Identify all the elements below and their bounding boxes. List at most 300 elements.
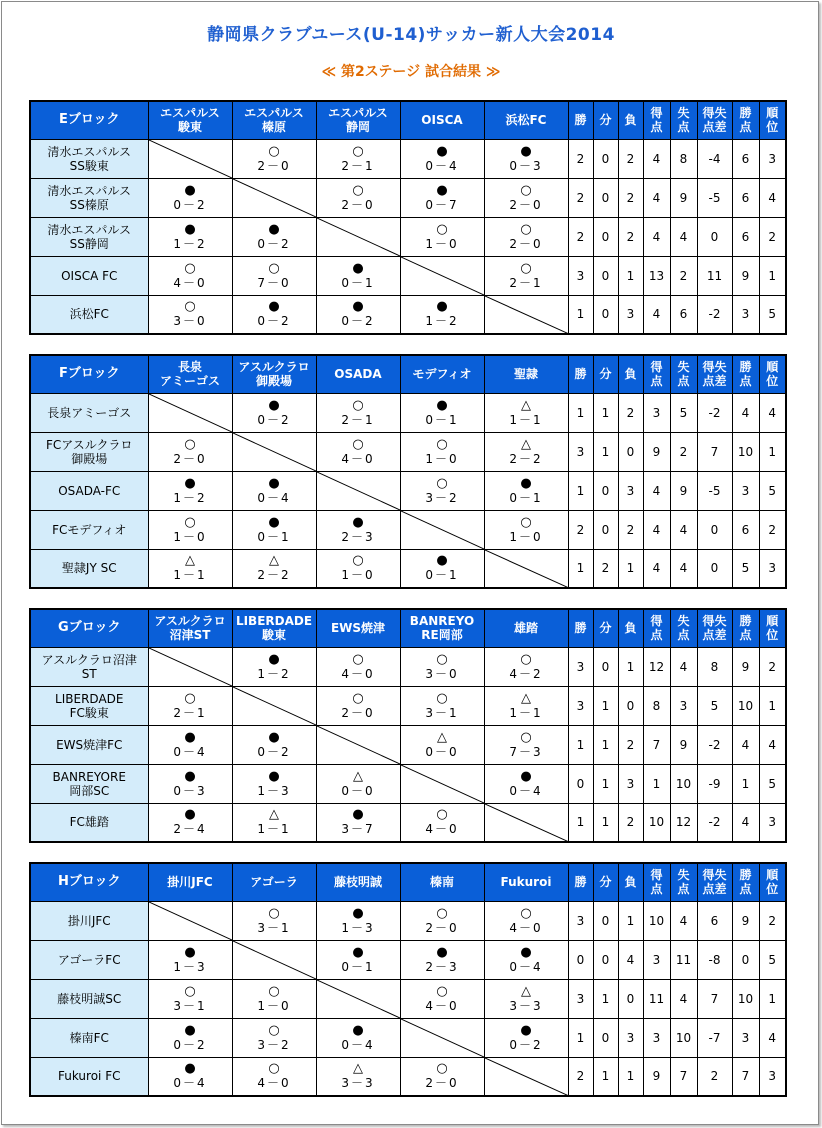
loss-icon: ●	[520, 475, 532, 491]
stat-value: 3	[732, 295, 759, 334]
diagonal-line	[401, 511, 484, 549]
match-result-cell	[148, 471, 232, 510]
stat-header: 順 位	[759, 101, 786, 139]
match-result-cell	[148, 686, 232, 725]
stat-value: 0	[593, 256, 618, 295]
diagonal-line	[233, 941, 316, 979]
loss-icon: ●	[268, 729, 280, 745]
match-result-cell	[400, 549, 484, 588]
table-row	[30, 725, 786, 764]
diagonal-line	[317, 980, 400, 1018]
match-score: 4－0	[257, 1076, 291, 1091]
win-icon: ○	[352, 397, 364, 413]
diagonal-line	[149, 902, 232, 940]
stat-value: 1	[568, 295, 593, 334]
opponent-header: エスパルス 榛原	[232, 101, 316, 139]
stat-value: 0	[568, 940, 593, 979]
stat-value: 1	[618, 549, 643, 588]
stat-value: 10	[670, 764, 697, 803]
stat-header: 順 位	[759, 863, 786, 901]
stat-value: 3	[759, 139, 786, 178]
stat-value: 9	[670, 725, 697, 764]
team-name: FC雄踏	[30, 803, 148, 842]
team-name: FCモデフィオ	[30, 510, 148, 549]
team-name: 清水エスパルス SS駿東	[30, 139, 148, 178]
stat-value: 3	[670, 686, 697, 725]
opponent-header: OSADA	[316, 355, 400, 393]
match-score: 2－3	[425, 959, 459, 974]
stat-value: 3	[568, 686, 593, 725]
match-score: 0－2	[341, 314, 375, 329]
match-score: 0－4	[509, 959, 543, 974]
loss-icon: ●	[184, 182, 196, 198]
stat-value: 0	[697, 510, 732, 549]
stat-value: 2	[670, 256, 697, 295]
stat-value: 9	[732, 256, 759, 295]
win-icon: ○	[184, 260, 196, 276]
win-icon: ○	[184, 299, 196, 315]
stat-header: 得失 点差	[697, 355, 732, 393]
win-icon: ○	[436, 1061, 448, 1077]
stat-value: 6	[732, 178, 759, 217]
match-result-cell	[316, 1018, 400, 1057]
match-score: 2－0	[257, 158, 291, 173]
match-score: 4－0	[341, 666, 375, 681]
opponent-header: 藤枝明誠	[316, 863, 400, 901]
match-score: 3－2	[257, 1037, 291, 1052]
loss-icon: ●	[268, 651, 280, 667]
table-row	[30, 256, 786, 295]
stat-value: 10	[670, 1018, 697, 1057]
diagonal-line	[485, 550, 568, 588]
table-row	[30, 471, 786, 510]
draw-icon: △	[185, 553, 195, 569]
match-result-cell	[232, 901, 316, 940]
stat-value: 4	[670, 901, 697, 940]
diagonal-line	[233, 179, 316, 217]
match-result-cell	[400, 647, 484, 686]
win-icon: ○	[268, 1061, 280, 1077]
stat-value: 2	[759, 510, 786, 549]
match-score: 1－0	[509, 529, 543, 544]
match-score: 0－4	[509, 783, 543, 798]
stat-value: 0	[618, 979, 643, 1018]
stat-value: 4	[643, 510, 670, 549]
stat-value: 9	[643, 1057, 670, 1096]
diagonal-line	[317, 472, 400, 510]
page-subtitle: ≪ 第2ステージ 試合結果 ≫	[321, 64, 501, 80]
stat-value: 4	[643, 139, 670, 178]
match-result-cell	[232, 764, 316, 803]
match-score: 2－1	[173, 705, 207, 720]
table-row	[30, 295, 786, 334]
stat-value: 1	[568, 725, 593, 764]
win-icon: ○	[436, 690, 448, 706]
match-result-cell	[484, 178, 568, 217]
match-result-cell	[232, 979, 316, 1018]
match-score: 1－3	[173, 959, 207, 974]
win-icon: ○	[184, 983, 196, 999]
match-result-cell	[484, 393, 568, 432]
match-result-cell	[484, 979, 568, 1018]
stat-value: 0	[697, 217, 732, 256]
stat-value: 4	[643, 178, 670, 217]
stat-value: 2	[697, 1057, 732, 1096]
match-score: 1－0	[173, 529, 207, 544]
self-match-cell	[148, 901, 232, 940]
diagonal-line	[485, 296, 568, 334]
match-result-cell	[232, 647, 316, 686]
match-result-cell	[316, 686, 400, 725]
diagonal-line	[149, 140, 232, 178]
win-icon: ○	[520, 905, 532, 921]
match-score: 1－2	[257, 666, 291, 681]
self-match-cell	[316, 979, 400, 1018]
match-score: 1－1	[509, 412, 543, 427]
stat-value: 11	[697, 256, 732, 295]
match-result-cell	[232, 295, 316, 334]
stat-value: 3	[759, 803, 786, 842]
stat-value: 0	[618, 432, 643, 471]
match-score: 0－2	[257, 314, 291, 329]
stat-value: -2	[697, 295, 732, 334]
self-match-cell	[148, 139, 232, 178]
match-result-cell	[400, 686, 484, 725]
stat-value: 5	[670, 393, 697, 432]
stat-value: 11	[670, 940, 697, 979]
win-icon: ○	[184, 690, 196, 706]
self-match-cell	[484, 1057, 568, 1096]
opponent-header: アスルクラロ 御殿場	[232, 355, 316, 393]
stat-value: 3	[568, 432, 593, 471]
loss-icon: ●	[184, 807, 196, 823]
team-name: 浜松FC	[30, 295, 148, 334]
stat-value: 2	[759, 217, 786, 256]
win-icon: ○	[268, 983, 280, 999]
team-name: OSADA-FC	[30, 471, 148, 510]
team-name: BANREYORE 岡部SC	[30, 764, 148, 803]
match-score: 0－7	[425, 197, 459, 212]
stat-value: 4	[670, 217, 697, 256]
stat-value: 4	[759, 178, 786, 217]
stat-header: 失 点	[670, 355, 697, 393]
match-score: 4－0	[341, 451, 375, 466]
match-result-cell	[400, 901, 484, 940]
match-score: 2－0	[341, 197, 375, 212]
stat-value: 4	[732, 803, 759, 842]
match-result-cell	[484, 432, 568, 471]
match-result-cell	[484, 686, 568, 725]
match-result-cell	[232, 549, 316, 588]
stat-value: 3	[759, 549, 786, 588]
table-row	[30, 979, 786, 1018]
loss-icon: ●	[268, 299, 280, 315]
stat-value: 1	[568, 1018, 593, 1057]
match-score: 2－4	[173, 822, 207, 837]
match-result-cell	[484, 217, 568, 256]
draw-icon: △	[521, 983, 531, 999]
draw-icon: △	[521, 397, 531, 413]
self-match-cell	[148, 647, 232, 686]
match-result-cell	[316, 549, 400, 588]
stat-value: 1	[618, 901, 643, 940]
stat-value: 5	[697, 686, 732, 725]
stat-value: -9	[697, 764, 732, 803]
match-result-cell	[148, 764, 232, 803]
stat-value: 4	[670, 979, 697, 1018]
match-result-cell	[232, 803, 316, 842]
block-table-0	[29, 100, 787, 335]
stat-value: 1	[593, 979, 618, 1018]
match-result-cell	[400, 295, 484, 334]
match-result-cell	[232, 725, 316, 764]
stat-value: 4	[759, 1018, 786, 1057]
match-result-cell	[148, 295, 232, 334]
match-result-cell	[484, 139, 568, 178]
team-name: 掛川JFC	[30, 901, 148, 940]
self-match-cell	[316, 217, 400, 256]
match-result-cell	[484, 510, 568, 549]
self-match-cell	[316, 725, 400, 764]
stat-value: 1	[618, 1057, 643, 1096]
opponent-header: 榛南	[400, 863, 484, 901]
win-icon: ○	[436, 807, 448, 823]
stat-value: 0	[593, 901, 618, 940]
stat-header: 負	[618, 355, 643, 393]
stat-value: 7	[697, 979, 732, 1018]
team-name: 榛南FC	[30, 1018, 148, 1057]
match-score: 2－3	[341, 529, 375, 544]
diagonal-line	[401, 1019, 484, 1057]
loss-icon: ●	[520, 768, 532, 784]
stat-header: 分	[593, 101, 618, 139]
stat-header: 得 点	[643, 609, 670, 647]
win-icon: ○	[352, 690, 364, 706]
match-score: 1－1	[509, 705, 543, 720]
match-score: 0－1	[341, 959, 375, 974]
stat-value: 2	[618, 393, 643, 432]
table-row	[30, 940, 786, 979]
match-score: 0－2	[257, 236, 291, 251]
loss-icon: ●	[436, 299, 448, 315]
loss-icon: ●	[436, 143, 448, 159]
stat-value: 0	[593, 510, 618, 549]
opponent-header: 聖隷	[484, 355, 568, 393]
stat-value: 0	[697, 549, 732, 588]
match-result-cell	[148, 1057, 232, 1096]
loss-icon: ●	[184, 944, 196, 960]
match-score: 2－0	[509, 236, 543, 251]
stat-value: 12	[643, 647, 670, 686]
stat-value: 1	[593, 764, 618, 803]
match-score: 0－1	[509, 490, 543, 505]
match-score: 2－2	[509, 451, 543, 466]
match-score: 2－1	[341, 158, 375, 173]
opponent-header: エスパルス 駿東	[148, 101, 232, 139]
opponent-header: BANREYO RE岡部	[400, 609, 484, 647]
diagonal-line	[485, 804, 568, 842]
self-match-cell	[400, 1018, 484, 1057]
match-score: 3－0	[425, 666, 459, 681]
stat-value: 12	[670, 803, 697, 842]
stat-header: 勝	[568, 609, 593, 647]
stat-value: 1	[759, 686, 786, 725]
loss-icon: ●	[352, 944, 364, 960]
stat-value: 5	[759, 940, 786, 979]
self-match-cell	[400, 764, 484, 803]
stat-value: 1	[593, 393, 618, 432]
stat-value: 1	[593, 432, 618, 471]
block-table-1	[29, 354, 787, 589]
stat-value: 3	[732, 1018, 759, 1057]
opponent-header: 浜松FC	[484, 101, 568, 139]
stat-header: 勝	[568, 101, 593, 139]
self-match-cell	[484, 803, 568, 842]
match-result-cell	[316, 940, 400, 979]
match-result-cell	[148, 803, 232, 842]
match-score: 2－0	[425, 920, 459, 935]
match-result-cell	[484, 256, 568, 295]
match-score: 4－0	[509, 920, 543, 935]
block-name: Eブロック	[30, 101, 148, 139]
match-result-cell	[148, 549, 232, 588]
match-result-cell	[316, 295, 400, 334]
match-score: 3－2	[425, 490, 459, 505]
opponent-header: アゴーラ	[232, 863, 316, 901]
table-row	[30, 217, 786, 256]
stat-value: 9	[670, 471, 697, 510]
match-result-cell	[232, 256, 316, 295]
stat-value: 7	[732, 1057, 759, 1096]
loss-icon: ●	[184, 768, 196, 784]
stat-value: 1	[568, 549, 593, 588]
stat-value: 0	[593, 471, 618, 510]
match-result-cell	[484, 725, 568, 764]
draw-icon: △	[269, 553, 279, 569]
stat-value: 3	[759, 1057, 786, 1096]
match-score: 0－4	[173, 744, 207, 759]
stat-value: 2	[759, 901, 786, 940]
stat-value: 1	[759, 432, 786, 471]
loss-icon: ●	[268, 221, 280, 237]
match-score: 4－2	[509, 666, 543, 681]
table-row	[30, 901, 786, 940]
match-result-cell	[148, 725, 232, 764]
match-score: 0－4	[173, 1076, 207, 1091]
loss-icon: ●	[436, 944, 448, 960]
match-result-cell	[232, 393, 316, 432]
block-name: Fブロック	[30, 355, 148, 393]
loss-icon: ●	[268, 514, 280, 530]
match-score: 4－0	[173, 275, 207, 290]
loss-icon: ●	[184, 729, 196, 745]
match-result-cell	[400, 217, 484, 256]
match-result-cell	[148, 432, 232, 471]
table-row	[30, 686, 786, 725]
diagonal-line	[401, 765, 484, 803]
match-score: 0－1	[341, 275, 375, 290]
diagonal-line	[233, 687, 316, 725]
stat-value: -5	[697, 178, 732, 217]
stat-value: 2	[618, 217, 643, 256]
stat-value: 7	[697, 432, 732, 471]
match-result-cell	[400, 1057, 484, 1096]
stat-value: 4	[643, 549, 670, 588]
win-icon: ○	[520, 514, 532, 530]
self-match-cell	[232, 940, 316, 979]
stat-value: 1	[618, 647, 643, 686]
stat-value: -2	[697, 803, 732, 842]
match-result-cell	[400, 803, 484, 842]
match-score: 0－4	[341, 1037, 375, 1052]
team-name: アゴーラFC	[30, 940, 148, 979]
stat-value: 8	[697, 647, 732, 686]
stat-value: 4	[732, 725, 759, 764]
win-icon: ○	[352, 436, 364, 452]
stat-value: -8	[697, 940, 732, 979]
table-row	[30, 549, 786, 588]
match-score: 0－3	[509, 158, 543, 173]
stat-header: 得 点	[643, 355, 670, 393]
stat-value: 6	[732, 217, 759, 256]
stat-value: 4	[759, 393, 786, 432]
stat-value: 9	[670, 178, 697, 217]
win-icon: ○	[352, 553, 364, 569]
match-result-cell	[316, 803, 400, 842]
team-name: 長泉アミーゴス	[30, 393, 148, 432]
stat-value: 1	[568, 803, 593, 842]
team-name: 清水エスパルス SS静岡	[30, 217, 148, 256]
match-result-cell	[148, 510, 232, 549]
match-score: 1－0	[257, 998, 291, 1013]
table-row	[30, 139, 786, 178]
stat-header: 負	[618, 101, 643, 139]
stat-value: 10	[732, 432, 759, 471]
stat-value: 0	[618, 686, 643, 725]
stat-header: 順 位	[759, 355, 786, 393]
match-score: 3－1	[257, 920, 291, 935]
match-score: 0－2	[257, 412, 291, 427]
stat-value: 2	[618, 510, 643, 549]
match-score: 1－2	[173, 490, 207, 505]
team-name: FCアスルクラロ 御殿場	[30, 432, 148, 471]
stat-value: 2	[568, 1057, 593, 1096]
stat-value: -7	[697, 1018, 732, 1057]
diagonal-line	[149, 394, 232, 432]
self-match-cell	[484, 549, 568, 588]
team-name: EWS焼津FC	[30, 725, 148, 764]
match-score: 1－0	[425, 236, 459, 251]
win-icon: ○	[520, 221, 532, 237]
match-result-cell	[148, 256, 232, 295]
loss-icon: ●	[352, 299, 364, 315]
win-icon: ○	[268, 260, 280, 276]
stat-value: 11	[643, 979, 670, 1018]
loss-icon: ●	[352, 260, 364, 276]
match-result-cell	[316, 901, 400, 940]
match-score: 4－0	[425, 998, 459, 1013]
stat-value: 4	[643, 217, 670, 256]
stat-value: 13	[643, 256, 670, 295]
win-icon: ○	[352, 143, 364, 159]
match-score: 7－0	[257, 275, 291, 290]
win-icon: ○	[520, 729, 532, 745]
win-icon: ○	[268, 143, 280, 159]
diagonal-line	[401, 257, 484, 295]
match-result-cell	[400, 393, 484, 432]
stat-value: 3	[643, 393, 670, 432]
stat-value: 4	[618, 940, 643, 979]
